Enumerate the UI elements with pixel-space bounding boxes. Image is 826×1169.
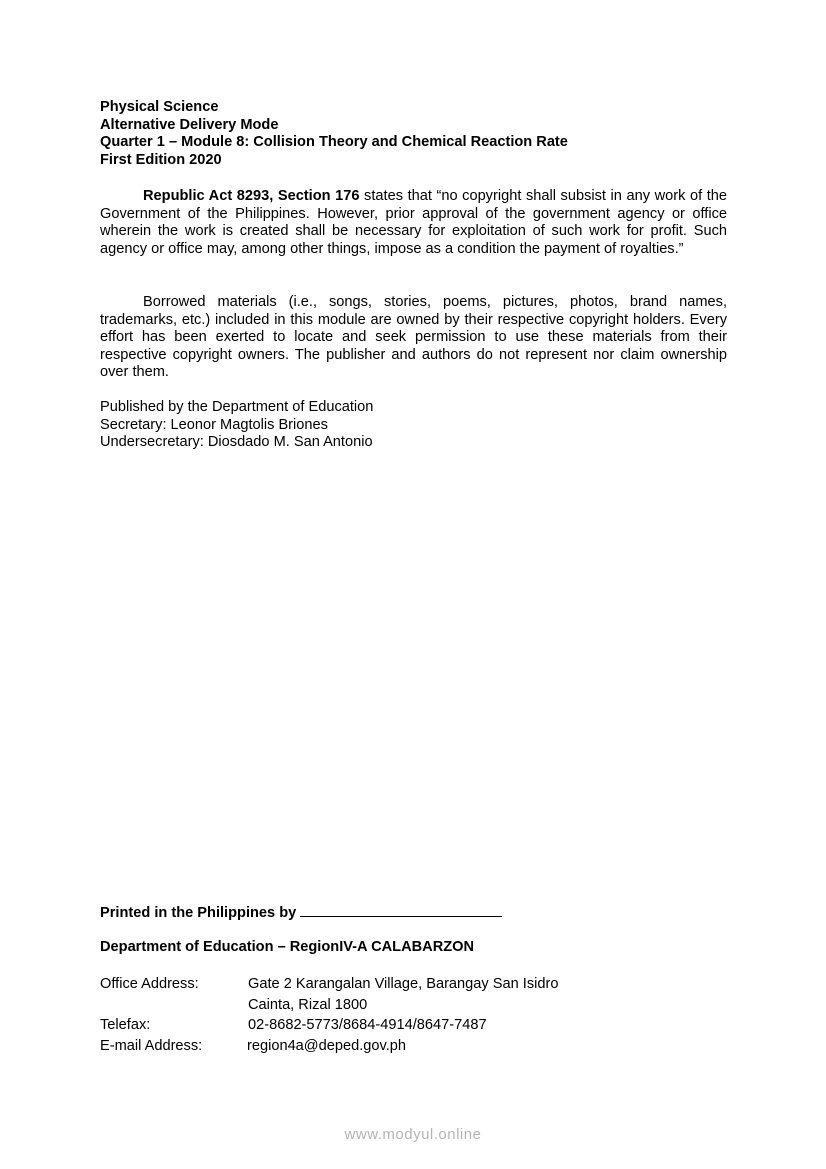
publisher-block — [100, 399, 373, 452]
publisher: Published by the Department of Education — [100, 399, 374, 415]
secretary: Secretary: Leonor Magtolis Briones — [100, 416, 328, 433]
undersecretary: Undersecretary: Diosdado M. San Antonio — [100, 434, 373, 451]
borrowed-materials-paragraph: Borrowed materials (i.e., songs, stories, poems, pictures, photos, brand names, trademarks, etc.) included in this module are owned by their respective copyright holders. Every effort has been exerted to locate and seek permission to use these materials from their respective copyright owners. The publisher and authors do not represent nor claim ownership over them. — [100, 294, 727, 381]
email-label: E-mail Address: — [100, 1037, 203, 1054]
telefax-value: 02-8682-5773/8684-4914/8647-7487 — [248, 1017, 487, 1033]
contact-block — [100, 974, 558, 1056]
telefax-label: Telefax: — [100, 1017, 151, 1033]
printed-by-line — [100, 904, 502, 923]
delivery-mode: Alternative Delivery Mode — [100, 116, 279, 133]
department-title: Department of Education – RegionIV-A CALABARZON — [100, 939, 475, 955]
printed-by-label: Printed in the Philippines by — [100, 905, 297, 921]
copyright-text: states that “no copyright shall subsist in any work of the Government of the Philippines. However, prior approval of the government agency or office wherein the work is created shall be necessary for exploitation of such work for profit. Such agency or office may, among other things, impose as a condition the payment of royalties.” — [100, 188, 727, 257]
office-address-line1: Gate 2 Karangalan Village, Barangay San Isidro — [248, 976, 559, 992]
subject-title: Physical Science — [100, 99, 219, 115]
office-address-line2: Cainta, Rizal 1800 — [248, 996, 368, 1013]
email-value: region4a@deped.gov.ph — [247, 1037, 406, 1054]
watermark: www.modyul.online — [344, 1126, 482, 1143]
module-title: Quarter 1 – Module 8: Collision Theory and Chemical Reaction Rate — [100, 134, 568, 151]
document-header — [100, 99, 568, 169]
printed-by-blank — [300, 904, 502, 917]
office-address-label: Office Address: — [100, 976, 199, 992]
edition: First Edition 2020 — [100, 151, 222, 168]
copyright-law-reference: Republic Act 8293, Section 176 — [143, 188, 360, 204]
copyright-paragraph — [100, 188, 727, 258]
